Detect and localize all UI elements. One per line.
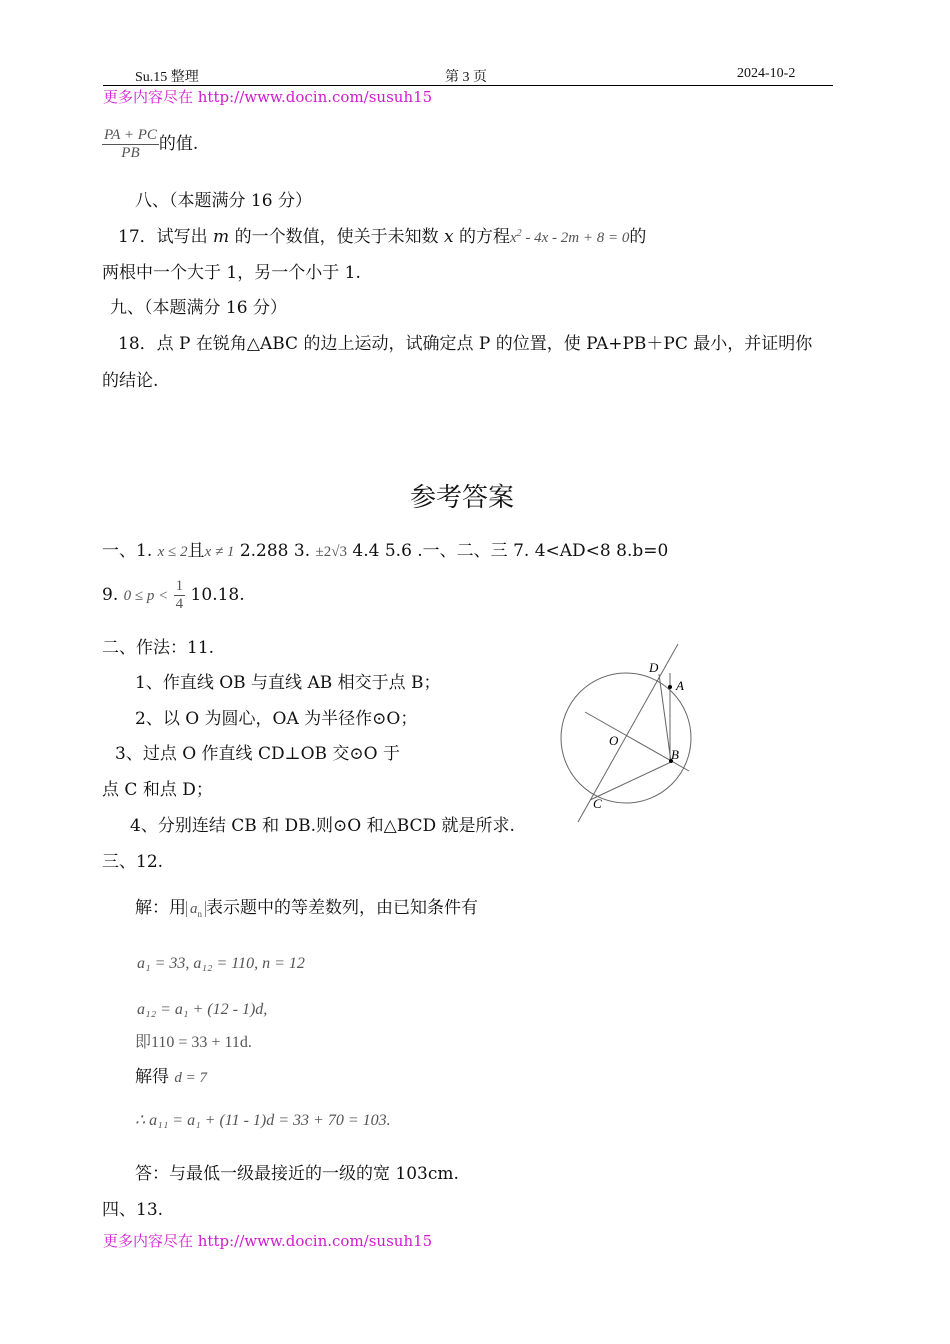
answer-9-denominator: 4 <box>175 596 184 612</box>
header-date: 2024-10-2 <box>737 66 796 81</box>
p17-text-b: 的一个数值，使关于未知数 <box>229 227 444 247</box>
header-link[interactable]: 更多内容尽在 http://www.docin.com/susuh15 <box>103 88 433 106</box>
equation-solve-line <box>135 1062 207 1087</box>
construction-step-4: 4、分别连结 CB 和 DB.则⊙O 和△BCD 就是所求. <box>130 816 515 836</box>
construction-step-3a: 3、过点 O 作直线 CD⊥OB 交⊙O 于 <box>115 744 401 764</box>
problem-18-line2: 的结论. <box>102 371 159 391</box>
answer-9-fraction <box>174 578 186 613</box>
fraction-numerator: PA + PC <box>104 127 157 143</box>
answer-line-1 <box>102 536 668 561</box>
construction-step-3b: 点 C 和点 D； <box>102 780 213 800</box>
p17-var-m: m <box>213 227 230 247</box>
answer-1-rest-2: 4.4 5.6 .一、二、三 7. 4<AD<8 8.b=0 <box>347 541 669 561</box>
answer-1-rest-1: 2.288 3. <box>234 541 311 561</box>
header-left: Su.15 整理 <box>135 70 199 85</box>
label-b: B <box>671 747 679 762</box>
fraction-tail-text: 的值. <box>158 134 199 154</box>
answer-1-and: 且 <box>187 541 205 561</box>
fraction-pa-pc-over-pb <box>102 127 159 162</box>
label-o: O <box>609 733 619 748</box>
construction-step-1: 1、作直线 OB 与直线 AB 相交于点 B； <box>135 673 441 693</box>
solution-text-a: 解：用 <box>135 898 186 918</box>
section-9-heading: 九、（本题满分 16 分） <box>110 298 287 318</box>
equation-given: a₁ = 33, a₁₂ = 110, n = 12 <box>137 955 305 972</box>
answer-9-rest: 10.18. <box>185 585 245 605</box>
point-a <box>668 685 672 689</box>
answer-1-label: 一、1. <box>102 541 153 561</box>
section-4-heading: 四、13. <box>102 1200 164 1220</box>
line-ob <box>585 712 689 771</box>
label-c: C <box>593 796 602 811</box>
fraction-expression <box>102 127 198 162</box>
answer-9-label: 9. <box>102 585 119 605</box>
p17-text-c: 的方程 <box>453 227 510 247</box>
section-8-heading: 八、（本题满分 16 分） <box>135 191 312 211</box>
solution-text-b: 表示题中的等差数列，由已知条件有 <box>206 898 478 918</box>
header-page-number: 第 3 页 <box>445 70 487 85</box>
solve-label: 解得 <box>135 1067 169 1087</box>
problem-18-line1: 18．点 P 在锐角△ABC 的边上运动，试确定点 P 的位置，使 PA+PB＋PC 最小，并证明你 <box>118 334 813 354</box>
answer-1-math-1: x ≤ 2 <box>157 544 188 560</box>
equation-general-term: a₁₂ = a₁ + (12 - 1)d, <box>137 1001 268 1018</box>
p17-equation: $x^2 - 4x - 2m + 8 = 0$ <box>509 228 630 246</box>
equation-substituted: 即110 = 33 + 11d. <box>135 1034 252 1051</box>
section-2-heading: 二、作法：11. <box>102 638 215 658</box>
answer-9-math: 0 ≤ p < <box>123 588 169 604</box>
p17-text-d: 的 <box>629 227 647 247</box>
equation-conclusion: ∴ a₁₁ = a₁ + (11 - 1)d = 33 + 70 = 103. <box>135 1112 391 1129</box>
sequence-symbol: $a_n$ <box>186 901 206 917</box>
label-d: D <box>649 660 659 675</box>
problem-17-line1 <box>118 222 646 247</box>
solution-intro <box>135 893 478 919</box>
answer-line-9 <box>102 578 245 613</box>
label-a: A <box>676 678 684 693</box>
circle-construction-figure <box>555 640 705 825</box>
answer-9-numerator: 1 <box>175 578 184 594</box>
problem-17-line2: 两根中一个大于 1，另一个小于 1. <box>102 263 361 283</box>
answer-1-math-2: x ≠ 1 <box>204 544 235 560</box>
section-3-heading: 三、12. <box>102 852 164 872</box>
footer-link[interactable]: 更多内容尽在 http://www.docin.com/susuh15 <box>103 1232 433 1250</box>
solve-result: d = 7 <box>174 1070 208 1086</box>
fraction-denominator: PB <box>121 145 140 161</box>
answer-3-math: ±2√3 <box>315 544 347 560</box>
final-answer: 答：与最低一级最接近的一级的宽 103cm. <box>135 1164 459 1184</box>
answers-title: 参考答案 <box>410 483 515 513</box>
construction-step-2: 2、以 O 为圆心，OA 为半径作⊙O； <box>135 709 418 729</box>
p17-var-x: x <box>443 227 454 247</box>
p17-text-a: 17．试写出 <box>118 227 214 247</box>
